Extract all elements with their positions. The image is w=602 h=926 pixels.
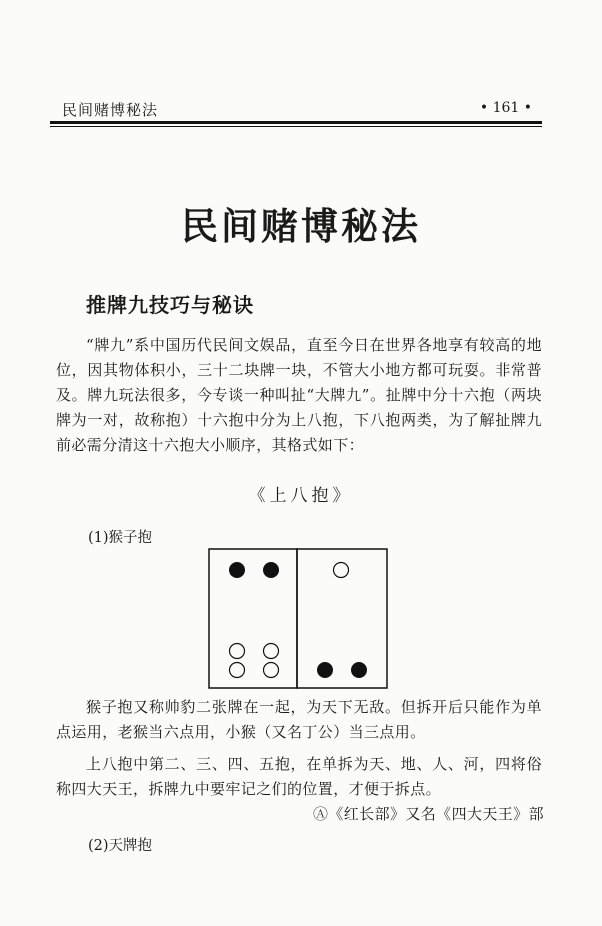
domino-left-tile — [209, 549, 297, 688]
dot-hollow — [230, 644, 245, 659]
item-label-monkey: (1)猴子抱 — [88, 530, 153, 546]
running-header — [50, 97, 542, 123]
main-title: 民间赌博秘法 — [181, 204, 421, 248]
domino-right-tile — [297, 549, 387, 688]
dot-hollow — [264, 644, 279, 659]
header-title: 民间赌博秘法 — [62, 101, 159, 119]
subheading-upper-eight: 《上八抱》 — [248, 486, 354, 506]
header-rule-thin — [50, 126, 542, 127]
dot-filled — [317, 662, 333, 678]
page-number: • 161 • — [479, 100, 532, 116]
dot-filled — [263, 562, 279, 578]
section-heading: 推牌九技巧与秘诀 — [86, 293, 254, 317]
dot-hollow — [334, 563, 349, 578]
intro-paragraph: “牌九”系中国历代民间文娱品，直至今日在世界各地享有较高的地位，因其物体积小，三十二块牌一块，不管大小地方都可玩耍。非常普及。牌九玩法很多，今专谈一种叫扯“大牌九”。扯牌中分十六抱（两块牌为一对，故称抱）十六抱中分为上八抱，下八抱两类，为了解扯牌九前必需分清这十六抱大小顺序，其格式如下： — [56, 336, 542, 454]
dot-filled — [351, 662, 367, 678]
dot-hollow — [264, 663, 279, 678]
section-caption: Ⓐ《红长部》又名《四大天王》部 — [312, 805, 544, 823]
four-kings-paragraph: 上八抱中第二、三、四、五抱，在单拆为天、地、人、河，四将俗称四大天王，拆牌九中要牢记之们的位置，才便于拆点。 — [56, 755, 542, 798]
dot-filled — [229, 562, 245, 578]
dot-hollow — [230, 663, 245, 678]
header-rule-thick — [50, 121, 542, 124]
domino-pair-figure — [208, 548, 388, 689]
monkey-description-paragraph: 猴子抱又称帅豹二张牌在一起，为天下无敌。但拆开后只能作为单点运用，老猴当六点用，小猴（又名丁公）当三点用。 — [56, 698, 542, 741]
item-label-heaven: (2)天牌抱 — [88, 838, 153, 854]
